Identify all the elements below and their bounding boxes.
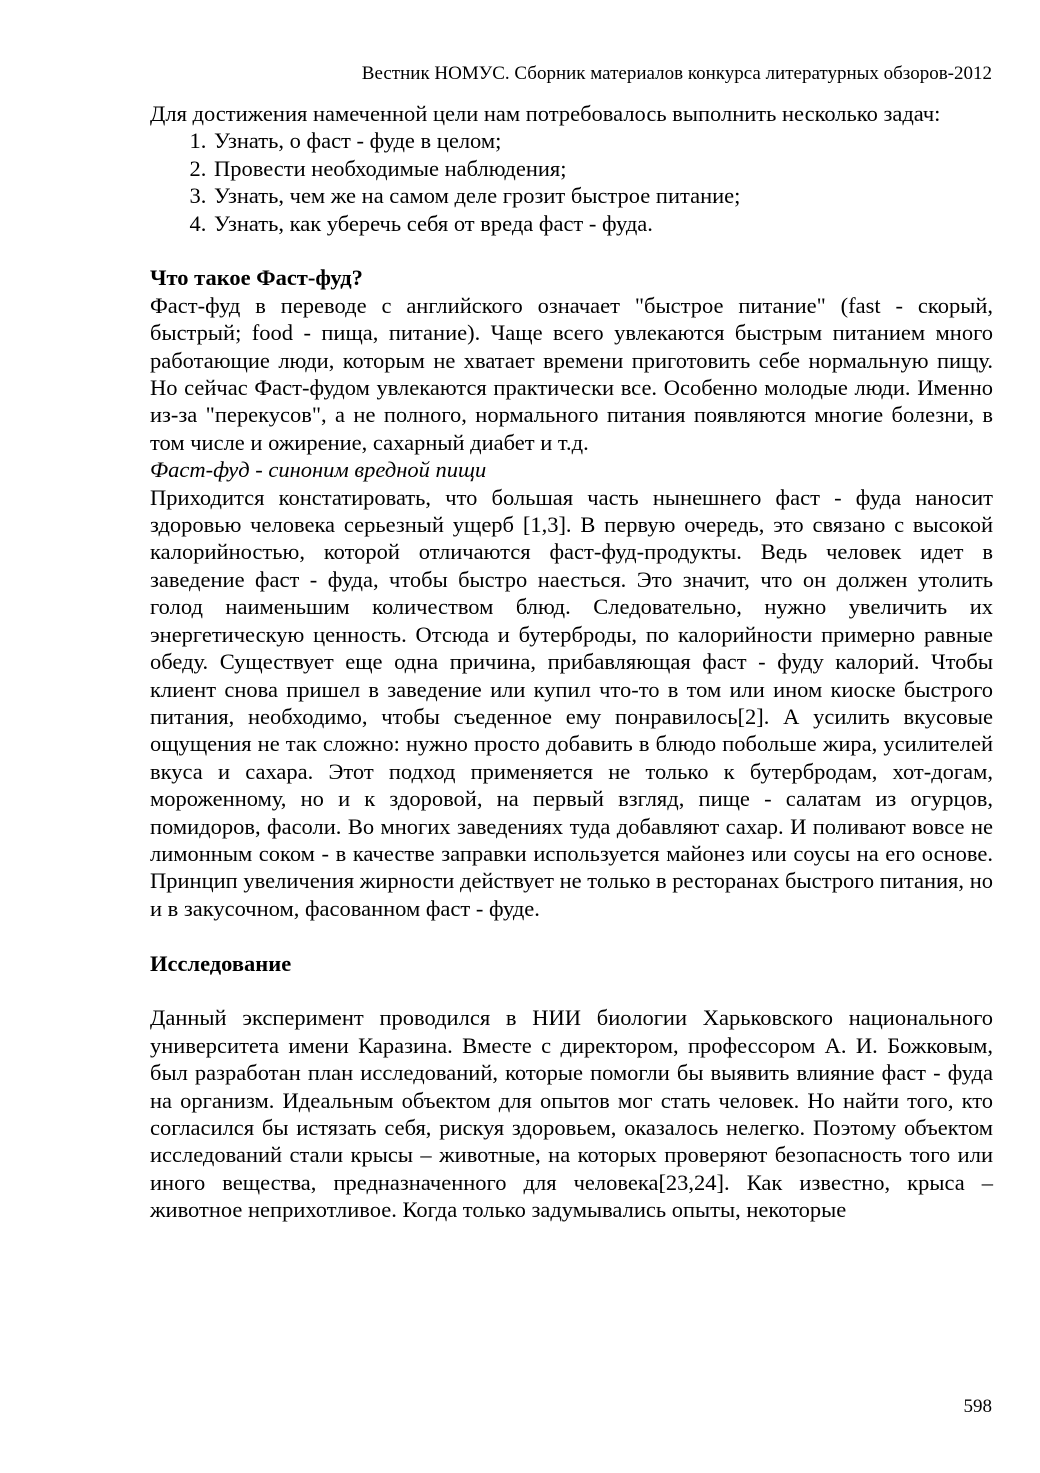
page-body [150,100,993,1224]
page-number: 598 [963,1396,992,1417]
section-heading-research: Исследование [150,950,292,976]
task-item: 3. Узнать, чем же на самом деле грозит быстрое питание; [212,182,993,209]
fastfood-paragraph: Фаст-фуд в переводе с английского означает "быстрое питание" (fast - скорый, быстрый; food - пища, питание). Чаще всего увлекаются быстрым питанием много работающие люди, которым не хватает времени приготовить себе нормальную пищу. Но сейчас Фаст-фудом увлекаются практически все. Особенно молодые люди. Именно из-за "перекусов", а не полного, нормального питания появляются многие болезни, в том числе и ожирение, сахарный диабет и т.д. [150,292,993,455]
section-heading-fastfood: Что такое Фаст-фуд? [150,265,363,291]
research-paragraph: Данный эксперимент проводился в НИИ биологии Харьковского национального университета имени Каразина. Вместе с директором, профессором А. И. Божковым, был разработан план исследований, которые помогли бы выявить влияние фаст - фуда на организм. Идеальным объектом для опытов мог стать человек. Но найти того, кто согласился бы истязать себя, рискуя здоровьем, оказалось нелегко. Поэтому объектом исследований стали крысы – животные, на которых проверяют безопасность того или иного вещества, предназначенного для человека[23,24]. Как известно, крыса – животное неприхотливое. Когда только задумывались опыты, некоторые [150,1005,993,1223]
fastfood-harm-paragraph: Приходится констатировать, что большая часть нынешнего фаст - фуда наносит здоровью человека серьезный ущерб [1,3]. В первую очередь, это связано с высокой калорийностью, которой отличаются фаст-фуд-продукты. Ведь человек идет в заведение фаст - фуда, чтобы быстро наесться. Это значит, что он должен утолить голод наименьшим количеством блюд. Следовательно, нужно увеличить их энергетическую ценность. Отсюда и бутерброды, по калорийности примерно равные обеду. Существует еще одна причина, прибавляющая фаст - фуду калорий. Чтобы клиент снова пришел в заведение или купил что-то в том или ином киоске быстрого питания, необходимо, чтобы съеденное ему понравилось[2]. А усилить вкусовые ощущения не так сложно: нужно просто добавить в блюдо побольше жира, усилителей вкуса и сахара. Этот подход применяется не только к бутербродам, хот-догам, мороженному, но и к здоровой, на первый взгляд, пище - салатам из огурцов, помидоров, фасоли. Во многих заведениях туда добавляют сахар. И поливают вовсе не лимонным соком - в качестве заправки используется майонез или соусы на его основе. Принцип увеличения жирности действует не только в ресторанах быстрого питания, но и в закусочном, фасованном фаст - фуде. [150,484,993,921]
tasks-list [150,127,993,237]
task-item: 2. Провести необходимые наблюдения; [212,155,993,182]
intro-paragraph: Для достижения намеченной цели нам потребовалось выполнить несколько задач: [150,101,941,126]
task-item: 4. Узнать, как уберечь себя от вреда фаст - фуда. [212,210,993,237]
running-header: Вестник НОМУС. Сборник материалов конкурса литературных обзоров-2012 [361,63,992,84]
fastfood-subheading: Фаст-фуд - синоним вредной пищи [150,457,487,483]
task-item: 1. Узнать, о фаст - фуде в целом; [212,127,993,154]
